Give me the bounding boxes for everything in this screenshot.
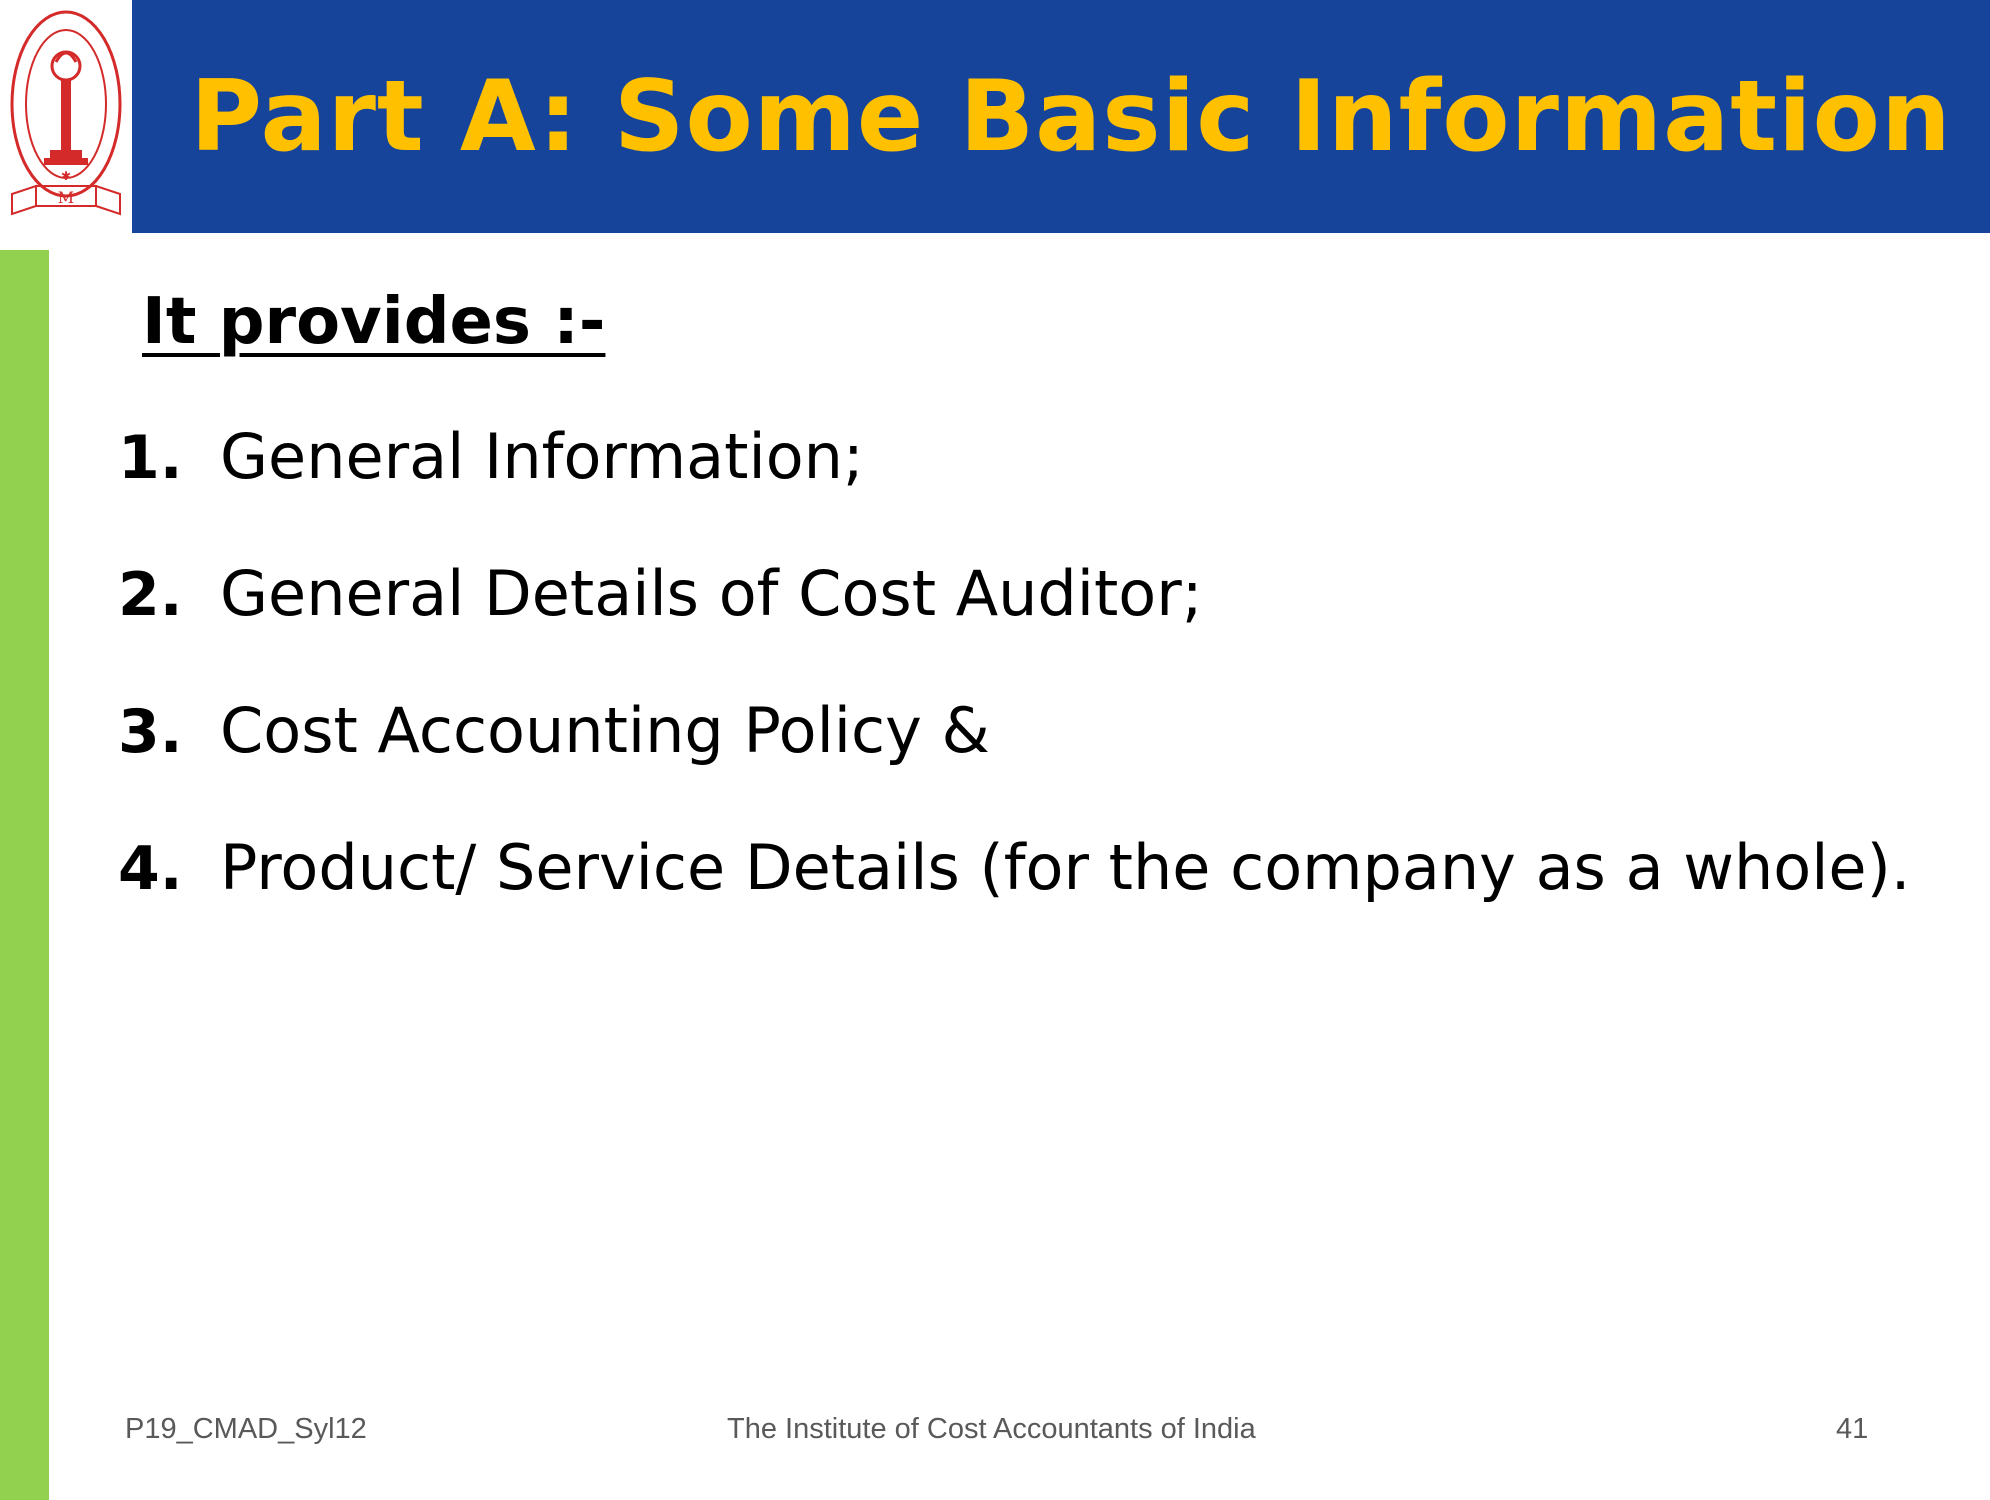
- svg-text:M: M: [57, 188, 75, 207]
- list-number: 4.: [118, 834, 183, 904]
- list-text: General Information;: [220, 420, 864, 493]
- points-list: [118, 420, 1910, 968]
- list-item: [118, 831, 1910, 968]
- svg-text:✱: ✱: [60, 169, 72, 183]
- intro-heading: It provides :-: [142, 285, 606, 359]
- list-text: General Details of Cost Auditor;: [220, 557, 1203, 630]
- footer-code: P19_CMAD_Syl12: [125, 1413, 367, 1445]
- institute-logo: [0, 0, 132, 233]
- list-number: 3.: [118, 697, 183, 767]
- title-bar: [132, 0, 1990, 233]
- list-item: [118, 694, 1910, 831]
- institute-seal-icon: [6, 4, 126, 229]
- list-item: [118, 557, 1910, 694]
- slide-title: Part A: Some Basic Information: [190, 59, 1952, 174]
- side-accent-bar: [0, 250, 49, 1500]
- footer-institute: The Institute of Cost Accountants of India: [727, 1413, 1256, 1445]
- list-text: Product/ Service Details (for the company as a whole).: [220, 831, 1911, 904]
- list-number: 2.: [118, 560, 183, 630]
- page-number: 41: [1836, 1413, 1869, 1445]
- list-item: [118, 420, 1910, 557]
- list-text: Cost Accounting Policy &: [220, 694, 990, 767]
- list-number: 1.: [118, 423, 183, 493]
